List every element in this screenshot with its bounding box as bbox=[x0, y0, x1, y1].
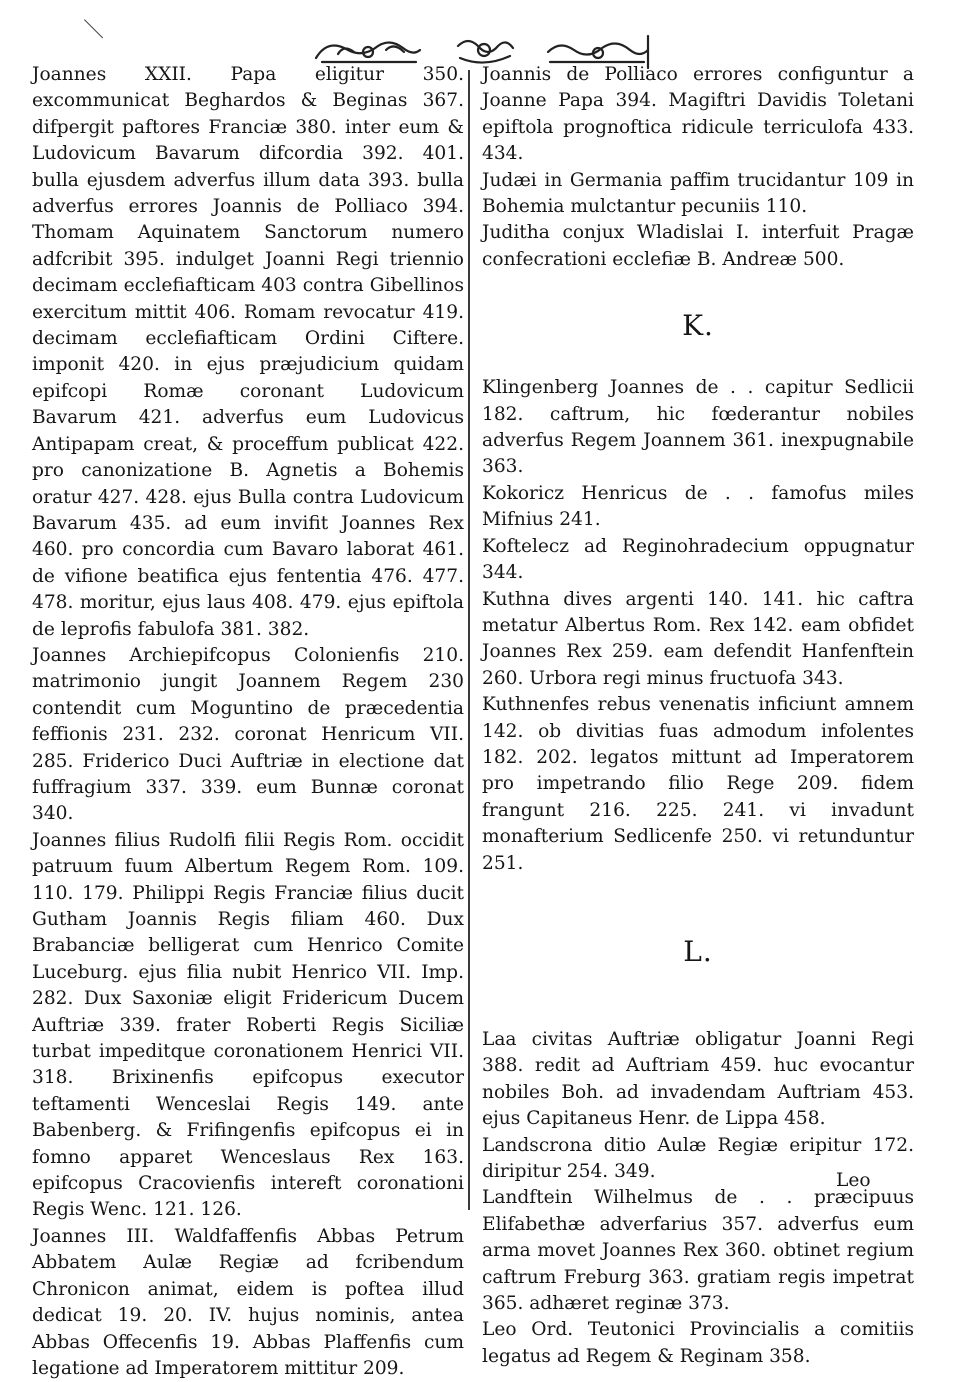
index-entry: Landftein Wilhelmus de . . præcipuus Elifabethæ adverfarius 357. adverfus eum arma movet Joannes Rex 360. obtinet regium caftrum Freburg 363. gratiam regis impetrat 365. adhæret reginæ 373. bbox=[482, 1187, 914, 1315]
margin-stroke bbox=[84, 1, 121, 38]
section-heading-l: L. bbox=[683, 934, 713, 968]
index-entry: Kokoricz Henricus de . . famofus miles Mifnius 241. bbox=[482, 482, 914, 531]
index-entry: Kuthnenfes rebus venenatis inficiunt amnem 142. ob divitias fuas admodum infolentes 182. 202. legatos mittunt ad Imperatorem pro impetrando filio Rege 209. fidem frangunt 216. 225. 241. vi invadunt monafterium Sedlicenfe 250. vi retunduntur 251. bbox=[482, 694, 914, 874]
section-heading-k: K. bbox=[682, 309, 714, 343]
index-entry: Juditha conjux Wladislai I. interfuit Pragæ confecrationi ecclefiæ B. Andreæ 500. bbox=[482, 222, 914, 270]
catchword: Leo bbox=[836, 1170, 871, 1191]
index-entry: Landscrona ditio Aulæ Regiæ eripitur 172. diripitur 254. 349. bbox=[482, 1134, 914, 1182]
index-entry: Leo Ord. Teutonici Provincialis a comitiis legatus ad Regem & Reginam 358. bbox=[482, 1319, 914, 1367]
index-entry: Klingenberg Joannes de . . capitur Sedlicii 182. caftrum, hic fœderantur nobiles adverfus Regem Joannem 361. inexpugnabile 363. bbox=[482, 377, 914, 478]
index-entry: Joannes III. Waldfaffenfis Abbas Petrum Abbatem Aulæ Regiæ ad fcribendum Chronicon animat, eidem is poftea illud dedicat 19. 20. IV. hujus nominis, antea Abbas Offecenfis 19. Abbas Plaffenfis cum legatione ad Imperatorem mittitur 209. bbox=[32, 1225, 464, 1379]
column-divider bbox=[468, 70, 470, 1210]
index-entry: Kuthna dives argenti 140. 141. hic caftra metatur Albertus Rom. Rex 142. eam obfidet Joannes Rex 259. eam defendit Hanfenftein 260. Urbora regi minus fructuofa 343. bbox=[482, 588, 914, 689]
index-entry: Joannes XXII. Papa eligitur 350. excommunicat Beghardos & Beginas 367. difpergit paftores Franciæ 380. inter eum & Ludovicum Bavarum difcordia 392. 401. bulla ejusdem adverfus illum data 393. bulla adverfus errores Joannis de Polliaco 394. Thomam Aquinatem Sanctorum numero adfcribit 395. indulget Joanni Regi triennio decimam ecclefiafticam 403 contra Gibellinos exercitum mittit 406. Romam revocatur 419. decimam ecclefiafticam Ordini Ciftere. imponit 420. in ejus præjudicium quidam epifcopi Romæ coronant Ludovicum Bavarum 421. adverfus eum Ludovicus Antipapam creat, & proceffum publicat 422. pro canonizatione B. Agnetis a Bohemis oratur 427. 428. ejus Bulla contra Ludovicum Bavarum 435. ad eum invifit Joannes Rex 460. pro concordia cum Bavaro laborat 461. de vifione beatifica ejus fententia 476. 477. 478. moritur, ejus laus 408. 479. ejus epiftola de leprofis fabulofa 381. 382. bbox=[32, 64, 464, 640]
index-entry: Joannes Archiepifcopus Colonienfis 210. matrimonio jungit Joannem Regem 230 contendit cum Moguntino de præcedentia feffionis 231. 232. coronat Henricum VII. 285. Friderico Duci Auftriæ in electione dat fuffragium 337. 339. eum Bunnæ coronat 340. bbox=[32, 644, 464, 825]
index-entry: Judæi in Germania paffim trucidantur 109 in Bohemia mulctantur pecuniis 110. bbox=[482, 169, 914, 218]
left-column bbox=[32, 62, 464, 1382]
index-entry: Koftelecz ad Reginohradecium oppugnatur 344. bbox=[482, 535, 914, 584]
index-entry: Joannis de Polliaco errores configuntur a Joanne Papa 394. Magiftri Davidis Toletani epiftola prognoftica ridicule terriculofa 433. 434. bbox=[482, 64, 914, 165]
index-entry: Laa civitas Auftriæ obligatur Joanni Regi 388. redit ad Auftriam 459. huc evocantur nobiles Boh. ad invadendam Auftriam 453. ejus Capitaneus Henr. de Lippa 458. bbox=[482, 1028, 914, 1130]
index-entry: Joannes filius Rudolfi filii Regis Rom. occidit patruum fuum Albertum Regem Rom. 109. 110. 179. Philippi Regis Franciæ filius ducit Gutham Joannis Regis filiam 460. Dux Brabanciæ belligerat cum Henrico Comite Luceburg. ejus filia nubit Henrico VII. Imp. 282. Dux Saxoniæ eligit Fridericum Ducem Auftriæ 339. frater Roberti Regis Siciliæ turbat impeditque coronationem Henrici VII. 318. Brixinenfis epifcopus executor teftamenti Wenceslai Regis 149. ante Babenberg. & Frifingenfis epifcopus ei in fomno apparet Wenceslaus Rex 163. epifcopus Cracovienfis intereft coronationi Regis Wenc. 121. 126. bbox=[32, 829, 464, 1221]
